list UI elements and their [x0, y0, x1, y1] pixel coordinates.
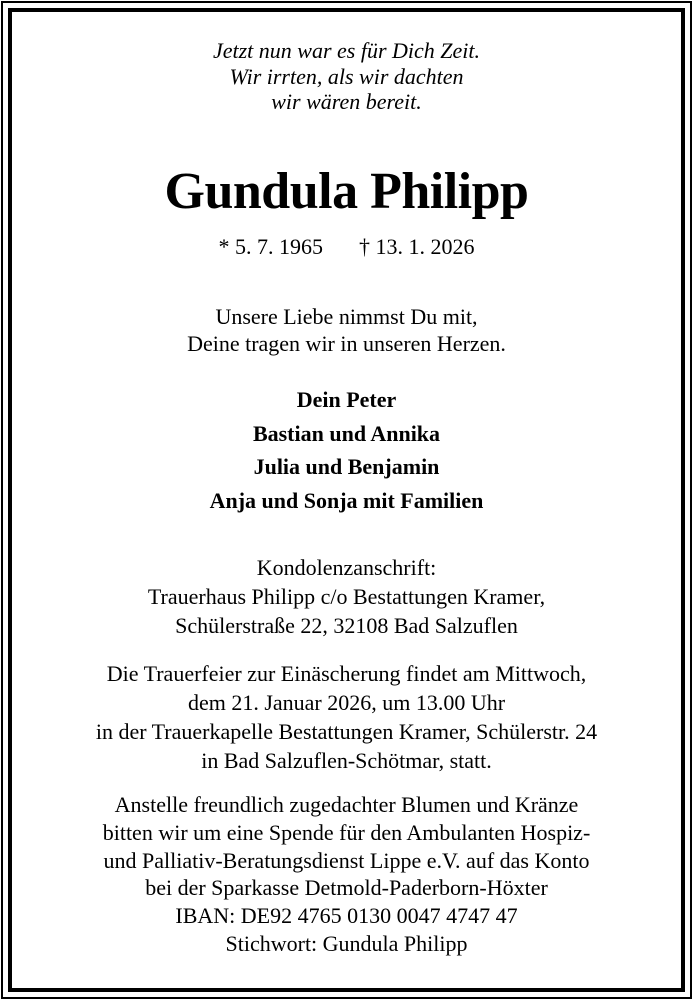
donation-line: Anstelle freundlich zugedachter Blumen und Kränze: [114, 792, 579, 817]
quote-line: Jetzt nun war es für Dich Zeit.: [212, 38, 481, 63]
condolence-line: Trauerhaus Philipp c/o Bestattungen Kramer,: [147, 584, 546, 609]
service-line: in der Trauerkapelle Bestattungen Kramer, Schülerstr. 24: [95, 719, 598, 744]
mourner: Julia und Benjamin: [253, 454, 440, 480]
condolence-line: Kondolenzanschrift:: [256, 555, 437, 580]
service-line: dem 21. Januar 2026, um 13.00 Uhr: [187, 690, 506, 715]
mourner: Bastian und Annika: [252, 420, 441, 446]
farewell-line: Deine tragen wir in unseren Herzen.: [187, 331, 506, 356]
service-line: in Bad Salzuflen-Schötmar, statt.: [201, 748, 492, 773]
birth-date: * 5. 7. 1965: [218, 234, 323, 259]
keyword: Stichwort: Gundula Philipp: [225, 930, 468, 956]
donation-line: und Palliativ-Beratungsdienst Lippe e.V. auf das Konto: [103, 847, 590, 873]
farewell-line: Unsere Liebe nimmst Du mit,: [215, 304, 478, 329]
quote: [20, 38, 673, 115]
mourner: Anja und Sonja mit Familien: [209, 488, 484, 514]
donation-info: [20, 791, 673, 958]
iban: IBAN: DE92 4765 0130 0047 4747 47: [175, 903, 518, 929]
death-date: † 13. 1. 2026: [359, 234, 475, 259]
mourner: Dein Peter: [296, 387, 397, 412]
deceased-name: Gundula Philipp: [164, 163, 529, 220]
farewell-text: [20, 303, 673, 357]
donation-line: bitten wir um eine Spende für den Ambulanten Hospiz-: [102, 819, 591, 845]
quote-line: wir wären bereit.: [271, 89, 422, 114]
donation-line: bei der Sparkasse Detmold-Paderborn-Höxter: [145, 875, 548, 901]
quote-line: Wir irrten, als wir dachten: [229, 63, 464, 89]
life-dates: [20, 233, 673, 261]
condolence-address: [20, 553, 673, 640]
service-line: Die Trauerfeier zur Einäscherung findet am Mittwoch,: [106, 661, 587, 686]
condolence-line: Schülerstraße 22, 32108 Bad Salzuflen: [175, 613, 518, 638]
service-info: [20, 659, 673, 775]
mourners-list: [20, 383, 673, 518]
